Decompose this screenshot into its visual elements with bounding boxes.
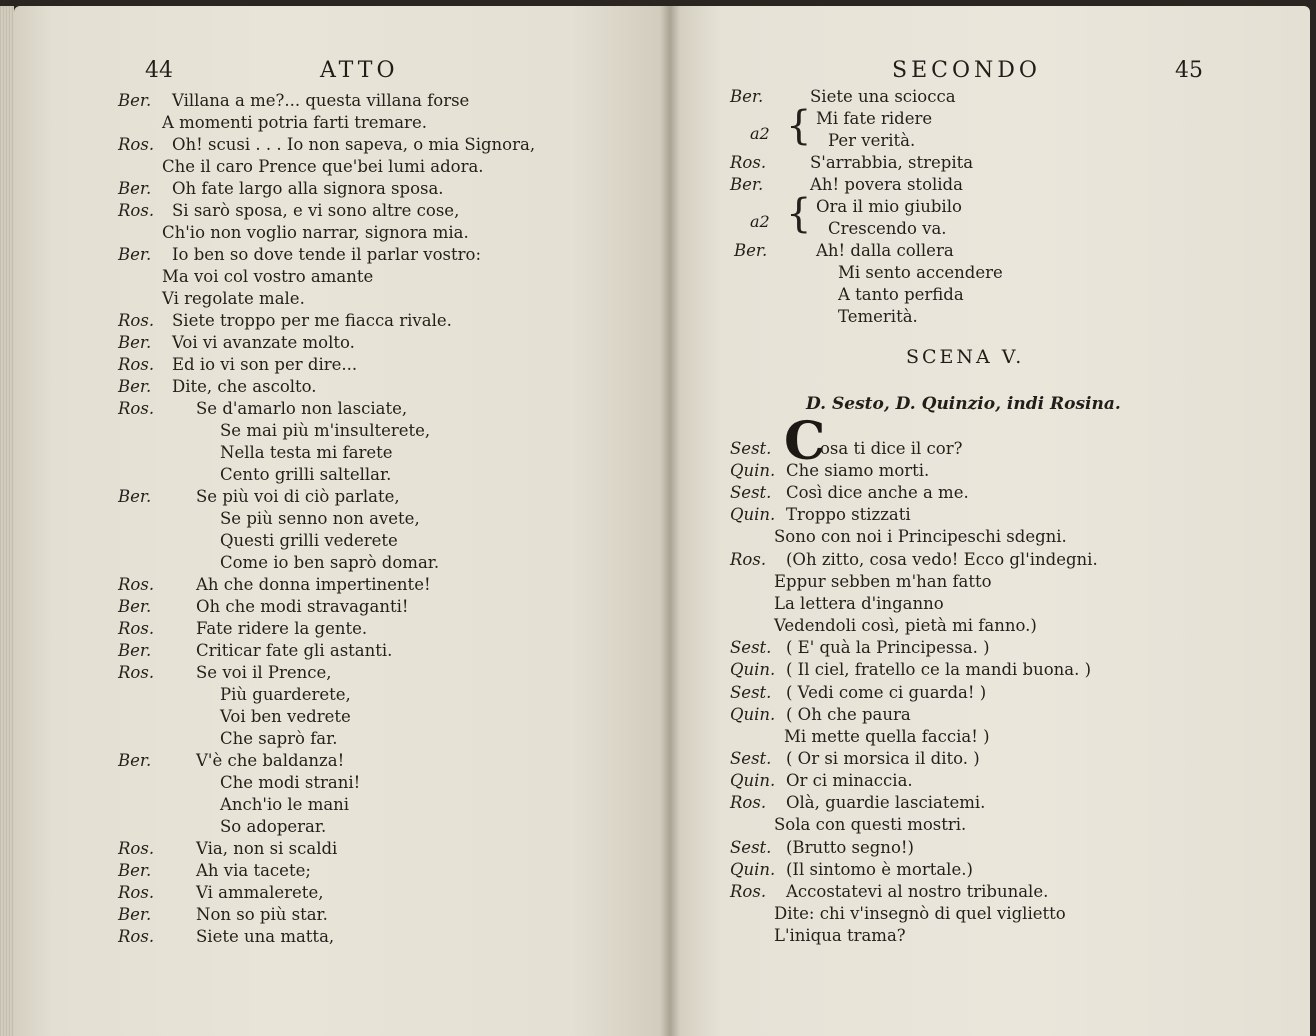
speaker-label: Ber. xyxy=(118,333,152,352)
scene-title: SCENA V. xyxy=(906,346,1025,368)
verse-line: Anch'io le mani xyxy=(220,795,350,814)
speaker-label: Ber. xyxy=(118,641,152,660)
speaker-label: Ber. xyxy=(118,245,152,264)
speaker-label: Quin. xyxy=(730,660,776,680)
verse-line: Eppur sebben m'han fatto xyxy=(774,571,992,591)
verse-line: ( E' quà la Principessa. ) xyxy=(786,638,990,658)
verse-line: Ah! dalla collera xyxy=(816,241,954,260)
verse-line: Siete troppo per me fiacca rivale. xyxy=(172,311,452,330)
verse-line: osa ti dice il cor? xyxy=(820,439,963,458)
verse-line: Come io ben saprò domar. xyxy=(220,553,440,572)
brace-glyph: { xyxy=(786,103,812,149)
verse-line: Ch'io non voglio narrar, signora mia. xyxy=(162,223,469,242)
verse-line: S'arrabbia, strepita xyxy=(810,153,974,172)
page-edges xyxy=(0,6,14,1036)
verse-line: Più guarderete, xyxy=(220,685,351,704)
verse-line: Temerità. xyxy=(838,307,918,326)
verse-line: ( Vedi come ci guarda! ) xyxy=(786,682,987,702)
speaker-label: Sest. xyxy=(730,748,772,768)
verse-line: Sola con questi mostri. xyxy=(774,815,967,835)
speaker-label: Sest. xyxy=(730,682,772,702)
page-number-left: 44 xyxy=(145,58,173,83)
speaker-label: Ros. xyxy=(730,549,767,569)
verse-line: Crescendo va. xyxy=(828,219,947,238)
speaker-label: Ber. xyxy=(118,751,152,770)
speaker-label: Ber. xyxy=(730,87,764,106)
speaker-label: Ros. xyxy=(118,663,155,682)
verse-line: Che siamo morti. xyxy=(786,461,930,480)
a2-label: a2 xyxy=(750,124,770,143)
left-page xyxy=(14,6,670,1036)
speaker-label: Sest. xyxy=(730,837,772,857)
verse-line: Io ben so dove tende il parlar vostro: xyxy=(172,245,482,264)
speaker-label: Ber. xyxy=(118,91,152,110)
verse-line: Ah via tacete; xyxy=(196,861,311,880)
verse-line: Voi ben vedrete xyxy=(220,707,351,726)
verse-line: Vi ammalerete, xyxy=(196,883,324,902)
speaker-label: Ber. xyxy=(118,377,152,396)
verse-line: Criticar fate gli astanti. xyxy=(196,641,393,660)
verse-line: Oh fate largo alla signora sposa. xyxy=(172,179,444,198)
right-page xyxy=(670,6,1310,1036)
verse-line: Siete una sciocca xyxy=(810,87,956,106)
verse-line: (Brutto segno!) xyxy=(786,837,914,857)
verse-line: L'iniqua trama? xyxy=(774,926,906,946)
speaker-label: Ber. xyxy=(730,175,764,194)
speaker-label: Ros. xyxy=(730,793,767,813)
verse-line: Se mai più m'insulterete, xyxy=(220,421,431,440)
speaker-label: Ros. xyxy=(730,153,767,172)
verse-line: Mi fate ridere xyxy=(816,109,933,128)
speaker-label: Quin. xyxy=(730,461,776,480)
speaker-label: Sest. xyxy=(730,483,772,503)
speaker-label: Quin. xyxy=(730,859,776,879)
speaker-label: Ros. xyxy=(118,883,155,902)
verse-line: Ora il mio giubilo xyxy=(816,197,962,216)
drop-cap: C xyxy=(784,411,826,472)
speaker-label: Sest. xyxy=(730,439,772,458)
verse-line: ( Or si morsica il dito. ) xyxy=(786,748,980,768)
verse-line: Ed io vi son per dire... xyxy=(172,355,358,374)
speaker-label: Ros. xyxy=(118,311,155,330)
speaker-label: Ros. xyxy=(730,881,767,901)
dramatis-personae: D. Sesto, D. Quinzio, indi Rosina. xyxy=(806,394,1121,414)
speaker-label: Ros. xyxy=(118,927,155,946)
verse-line: ( Oh che paura xyxy=(786,704,911,724)
verse-line: A tanto perfida xyxy=(838,285,964,304)
verse-line: Or ci minaccia. xyxy=(786,771,913,791)
speaker-label: Sest. xyxy=(730,638,772,658)
verse-line: Non so più star. xyxy=(196,905,328,924)
speaker-label: Ros. xyxy=(118,201,155,220)
verse-line: Che modi strani! xyxy=(220,773,361,792)
verse-line: Così dice anche a me. xyxy=(786,483,969,503)
verse-line: (Oh zitto, cosa vedo! Ecco gl'indegni. xyxy=(786,549,1098,569)
speaker-label: Ber. xyxy=(118,905,152,924)
verse-line: Ma voi col vostro amante xyxy=(162,267,374,286)
verse-line: Se più voi di ciò parlate, xyxy=(196,487,400,506)
speaker-label: Ber. xyxy=(118,861,152,880)
speaker-label: Quin. xyxy=(730,505,776,525)
verse-line: Troppo stizzati xyxy=(786,505,911,525)
a2-label: a2 xyxy=(750,212,770,231)
verse-line: Dite, che ascolto. xyxy=(172,377,317,396)
speaker-label: Quin. xyxy=(730,704,776,724)
verse-line: Accostatevi al nostro tribunale. xyxy=(786,881,1049,901)
verse-line: Mi mette quella faccia! ) xyxy=(784,726,990,746)
verse-line: Si sarò sposa, e vi sono altre cose, xyxy=(172,201,460,220)
speaker-label: Ros. xyxy=(118,135,155,154)
verse-line: Che il caro Prence que'bei lumi adora. xyxy=(162,157,484,176)
speaker-label: Ros. xyxy=(118,355,155,374)
book-gutter xyxy=(660,6,680,1036)
verse-line: V'è che baldanza! xyxy=(196,751,345,770)
running-head-right: SECONDO xyxy=(892,58,1041,83)
verse-line: Dite: chi v'insegnò di quel viglietto xyxy=(774,904,1066,923)
verse-line: Siete una matta, xyxy=(196,927,335,946)
verse-line: (Il sintomo è mortale.) xyxy=(786,859,973,879)
speaker-label: Ber. xyxy=(118,597,152,616)
verse-line: Ah che donna impertinente! xyxy=(196,575,431,594)
speaker-label: Ber. xyxy=(118,487,152,506)
running-head-left: ATTO xyxy=(320,58,399,83)
verse-line: Sono con noi i Principeschi sdegni. xyxy=(774,527,1067,547)
verse-line: Ah! povera stolida xyxy=(810,175,963,194)
speaker-label: Ber. xyxy=(734,241,768,260)
verse-line: Se voi il Prence, xyxy=(196,663,332,682)
verse-line: Fate ridere la gente. xyxy=(196,619,368,638)
verse-line: So adoperar. xyxy=(220,817,327,836)
verse-line: Se d'amarlo non lasciate, xyxy=(196,399,408,418)
speaker-label: Ros. xyxy=(118,575,155,594)
verse-line: Vedendoli così, pietà mi fanno.) xyxy=(774,616,1037,636)
speaker-label: Ber. xyxy=(118,179,152,198)
speaker-label: Ros. xyxy=(118,619,155,638)
verse-line: Oh! scusi . . . Io non sapeva, o mia Signora, xyxy=(172,135,536,154)
verse-line: Cento grilli saltellar. xyxy=(220,465,392,484)
verse-line: Per verità. xyxy=(828,131,916,150)
verse-line: A momenti potria farti tremare. xyxy=(162,113,427,132)
verse-line: Voi vi avanzate molto. xyxy=(172,333,355,352)
verse-line: Questi grilli vederete xyxy=(220,531,398,550)
verse-line: Che saprò far. xyxy=(220,729,338,748)
speaker-label: Ros. xyxy=(118,399,155,418)
speaker-label: Quin. xyxy=(730,771,776,791)
verse-line: Nella testa mi farete xyxy=(220,443,393,462)
verse-line: Olà, guardie lasciatemi. xyxy=(786,793,986,813)
verse-line: Mi sento accendere xyxy=(838,263,1003,282)
verse-line: Se più senno non avete, xyxy=(220,509,420,528)
brace-glyph: { xyxy=(786,191,812,237)
page-number-right: 45 xyxy=(1175,58,1203,83)
speaker-label: Ros. xyxy=(118,839,155,858)
verse-line: ( Il ciel, fratello ce la mandi buona. ) xyxy=(786,660,1092,680)
verse-line: Via, non si scaldi xyxy=(196,839,338,858)
verse-line: Oh che modi stravaganti! xyxy=(196,597,409,616)
verse-line: Villana a me?... questa villana forse xyxy=(172,91,470,110)
verse-line: Vi regolate male. xyxy=(162,289,305,308)
verse-line: La lettera d'inganno xyxy=(774,593,944,613)
